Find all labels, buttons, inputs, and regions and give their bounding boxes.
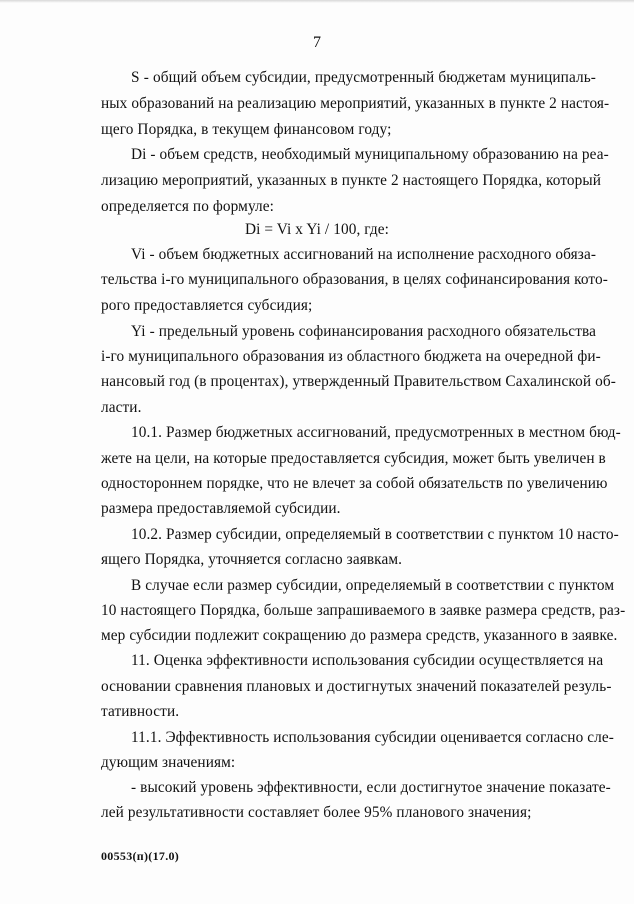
document-code: 00553(п)(17.0) — [101, 849, 180, 863]
text-line: Di - объем средств, необходимый муниципальному образованию на реа- — [131, 146, 609, 163]
text-line: тельства i-го муниципального образования, в целях софинансирования кото- — [101, 271, 608, 288]
text-line: одностороннем порядке, что не влечет за собой обязательств по увеличению — [101, 475, 608, 492]
text-line: размера предоставляемой субсидии. — [101, 500, 341, 517]
text-line: определяется по формуле: — [101, 198, 274, 215]
page-number: 7 — [313, 34, 321, 51]
text-line: ящего Порядка, уточняется согласно заявкам. — [101, 551, 403, 568]
text-line: лей результативности составляет более 95% планового значения; — [101, 804, 532, 821]
text-line: 10.1. Размер бюджетных ассигнований, предусмотренных в местном бюд- — [131, 424, 621, 441]
text-line: 10.2. Размер субсидии, определяемый в соответствии с пунктом 10 насто- — [131, 526, 619, 543]
text-line: - высокий уровень эффективности, если достигнутое значение показате- — [131, 779, 611, 796]
text-line: дующим значениям: — [101, 754, 236, 771]
text-line: лизацию мероприятий, указанных в пункте 2 настоящего Порядка, который — [101, 172, 602, 189]
text-line: 10 настоящего Порядка, больше запрашиваемого в заявке размера средств, раз- — [101, 602, 626, 619]
formula: Di = Vi x Yi / 100, где: — [244, 221, 390, 238]
text-line: ных образований на реализацию мероприятий, указанных в пункте 2 настоя- — [101, 95, 610, 112]
text-line: В случае если размер субсидии, определяемый в соответствии с пунктом — [131, 577, 615, 594]
text-line: ласти. — [101, 399, 142, 416]
text-line: S - общий объем субсидии, предусмотренный бюджетам муниципаль- — [131, 69, 596, 86]
text-line: i-го муниципального образования из областного бюджета на очередной фи- — [101, 348, 601, 365]
scan-edge — [0, 0, 634, 3]
text-line: нансовый год (в процентах), утвержденный Правительством Сахалинской об- — [101, 373, 616, 390]
text-line: основании сравнения плановых и достигнутых значений показателей резуль- — [101, 678, 612, 695]
text-line: щего Порядка, в текущем финансовом году; — [101, 121, 392, 138]
text-line: 11.1. Эффективность использования субсидии оценивается согласно сле- — [131, 729, 614, 746]
text-line: Vi - объем бюджетных ассигнований на исполнение расходного обяза- — [131, 246, 597, 263]
text-line: тативности. — [101, 703, 180, 720]
text-line: рого предоставляется субсидия; — [101, 297, 313, 314]
text-line: жете на цели, на которые предоставляется субсидия, может быть увеличен в — [101, 450, 606, 467]
text-line: Yi - предельный уровень софинансирования расходного обязательства — [131, 323, 596, 340]
text-line: мер субсидии подлежит сокращению до размера средств, указанного в заявке. — [101, 627, 618, 644]
text-line: 11. Оценка эффективности использования субсидии осуществляется на — [131, 652, 604, 669]
